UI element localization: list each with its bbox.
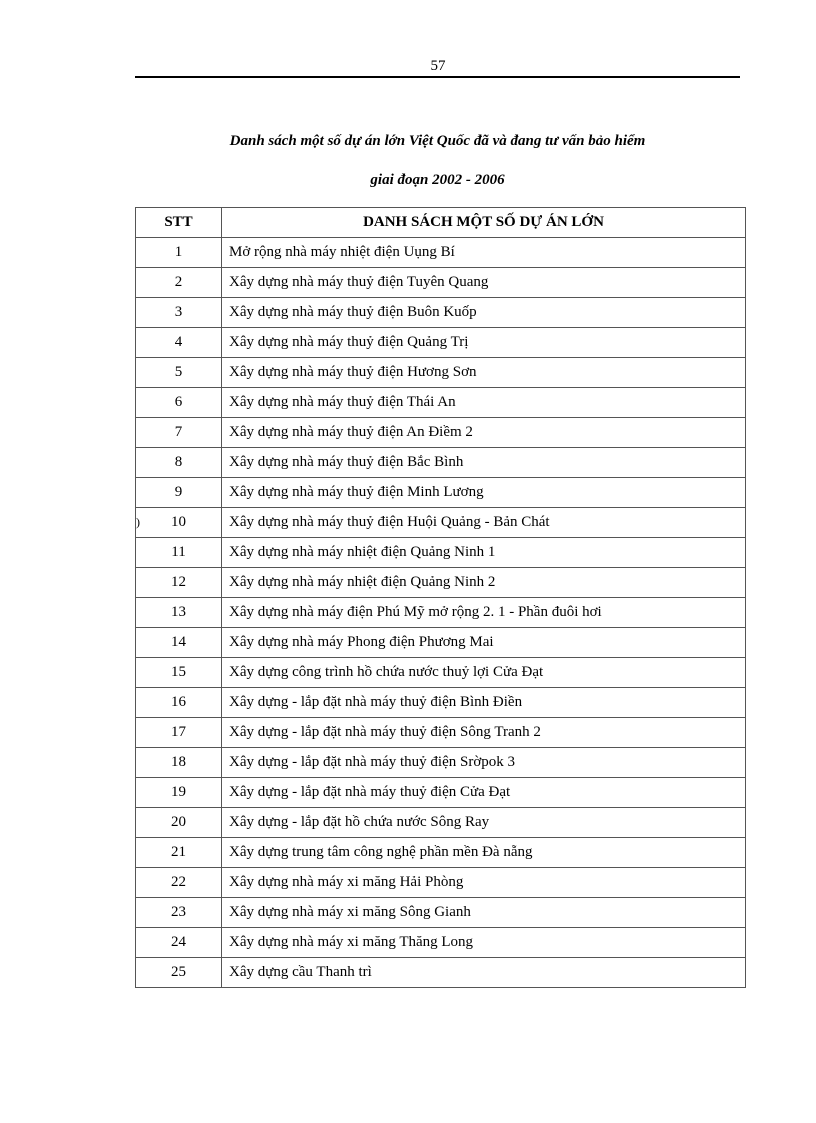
row-project-name: Xây dựng - lắp đặt nhà máy thuỷ điện Srờpok 3 xyxy=(222,748,746,778)
row-stt: 24 xyxy=(136,928,222,958)
row-project-name: Xây dựng nhà máy thuỷ điện Tuyên Quang xyxy=(222,268,746,298)
row-stt: 1 xyxy=(136,238,222,268)
document-title: Danh sách một số dự án lớn Việt Quốc đã và đang tư vấn bảo hiểm xyxy=(229,133,646,149)
row-stt: 11 xyxy=(136,538,222,568)
table-row xyxy=(136,478,746,508)
row-stt: 7 xyxy=(136,418,222,448)
row-stt: 3 xyxy=(136,298,222,328)
row-stt: 25 xyxy=(136,958,222,988)
row-project-name: Xây dựng nhà máy nhiệt điện Quảng Ninh 1 xyxy=(222,538,746,568)
table-row xyxy=(136,808,746,838)
table-row xyxy=(136,658,746,688)
row-stt: 5 xyxy=(136,358,222,388)
table-row xyxy=(136,898,746,928)
row-project-name: Xây dựng - lắp đặt hồ chứa nước Sông Ray xyxy=(222,808,746,838)
table-body xyxy=(136,238,746,988)
table-row xyxy=(136,748,746,778)
row-project-name: Xây dựng nhà máy thuỷ điện Huội Quảng - Bản Chát xyxy=(222,508,746,538)
margin-mark: ) xyxy=(136,515,140,529)
row-project-name: Xây dựng nhà máy xi măng Thăng Long xyxy=(222,928,746,958)
row-stt: 10 xyxy=(136,508,222,538)
row-stt: 14 xyxy=(136,628,222,658)
row-stt: 18 xyxy=(136,748,222,778)
header-project-list: DANH SÁCH MỘT SỐ DỰ ÁN LỚN xyxy=(222,208,746,238)
table-row xyxy=(136,298,746,328)
row-project-name: Xây dựng nhà máy Phong điện Phương Mai xyxy=(222,628,746,658)
row-project-name: Xây dựng nhà máy thuỷ điện Hương Sơn xyxy=(222,358,746,388)
row-stt: 8 xyxy=(136,448,222,478)
table-row xyxy=(136,778,746,808)
row-stt: 9 xyxy=(136,478,222,508)
row-project-name: Xây dựng nhà máy xi măng Hải Phòng xyxy=(222,868,746,898)
header-rule xyxy=(135,76,740,78)
header-stt: STT xyxy=(136,208,222,238)
row-project-name: Xây dựng - lắp đặt nhà máy thuỷ điện Sông Tranh 2 xyxy=(222,718,746,748)
table-row xyxy=(136,268,746,298)
row-stt: 15 xyxy=(136,658,222,688)
row-stt: 21 xyxy=(136,838,222,868)
row-project-name: Mở rộng nhà máy nhiệt điện Uụng Bí xyxy=(222,238,746,268)
row-project-name: Xây dựng nhà máy xi măng Sông Gianh xyxy=(222,898,746,928)
table-row xyxy=(136,538,746,568)
row-stt: 6 xyxy=(136,388,222,418)
row-project-name: Xây dựng nhà máy thuỷ điện Thái An xyxy=(222,388,746,418)
table-row xyxy=(136,928,746,958)
row-project-name: Xây dựng nhà máy thuỷ điện Bắc Bình xyxy=(222,448,746,478)
table-row xyxy=(136,838,746,868)
row-project-name: Xây dựng trung tâm công nghệ phần mền Đà nẵng xyxy=(222,838,746,868)
row-stt: 2 xyxy=(136,268,222,298)
row-stt: 22 xyxy=(136,868,222,898)
row-stt: 12 xyxy=(136,568,222,598)
table-row xyxy=(136,358,746,388)
row-stt: 4 xyxy=(136,328,222,358)
projects-table xyxy=(135,207,746,988)
row-project-name: Xây dựng nhà máy nhiệt điện Quảng Ninh 2 xyxy=(222,568,746,598)
document-subtitle: giai đoạn 2002 - 2006 xyxy=(370,172,505,188)
table-row xyxy=(136,568,746,598)
table-header-row xyxy=(136,208,746,238)
table-row xyxy=(136,448,746,478)
table-row xyxy=(136,388,746,418)
row-stt: 17 xyxy=(136,718,222,748)
row-stt: 13 xyxy=(136,598,222,628)
row-project-name: Xây dựng - lắp đặt nhà máy thuỷ điện Bình Điền xyxy=(222,688,746,718)
table-row xyxy=(136,238,746,268)
page-number: 57 xyxy=(430,58,446,74)
table-row xyxy=(136,868,746,898)
table-row xyxy=(136,598,746,628)
row-project-name: Xây dựng - lắp đặt nhà máy thuỷ điện Cửa Đạt xyxy=(222,778,746,808)
table-row xyxy=(136,418,746,448)
table-row xyxy=(136,688,746,718)
row-project-name: Xây dựng nhà máy thuỷ điện Buôn Kuốp xyxy=(222,298,746,328)
table-row xyxy=(136,328,746,358)
row-stt: 23 xyxy=(136,898,222,928)
row-stt: 16 xyxy=(136,688,222,718)
table-row xyxy=(136,958,746,988)
row-stt: 20 xyxy=(136,808,222,838)
row-project-name: Xây dựng nhà máy thuỷ điện Quảng Trị xyxy=(222,328,746,358)
table-row xyxy=(136,628,746,658)
table-row xyxy=(136,508,746,538)
row-project-name: Xây dựng nhà máy thuỷ điện An Điềm 2 xyxy=(222,418,746,448)
row-project-name: Xây dựng nhà máy điện Phú Mỹ mở rộng 2. 1 - Phần đuôi hơi xyxy=(222,598,746,628)
row-project-name: Xây dựng công trình hồ chứa nước thuỷ lợi Cửa Đạt xyxy=(222,658,746,688)
row-stt: 19 xyxy=(136,778,222,808)
row-project-name: Xây dựng nhà máy thuỷ điện Minh Lương xyxy=(222,478,746,508)
table-row xyxy=(136,718,746,748)
row-project-name: Xây dựng cầu Thanh trì xyxy=(222,958,746,988)
